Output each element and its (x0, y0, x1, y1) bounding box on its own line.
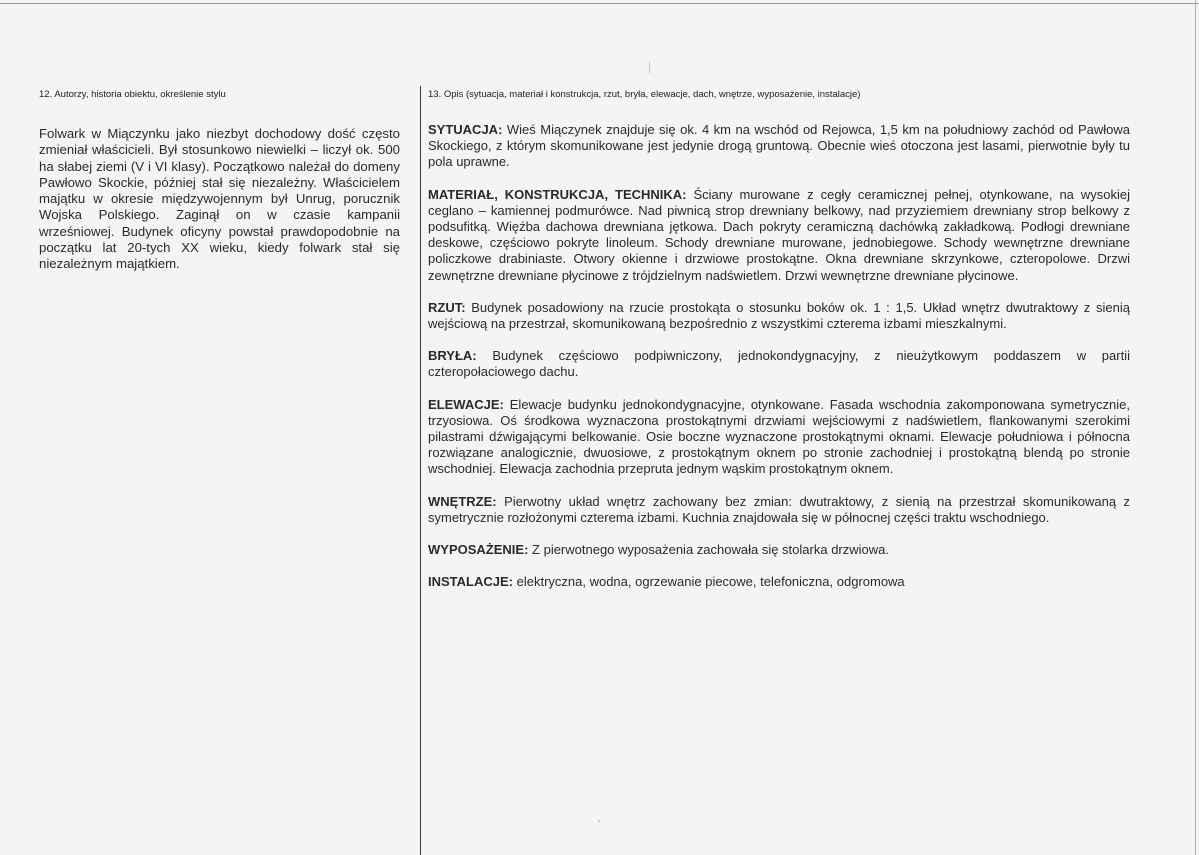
section-label: SYTUACJA: (428, 122, 503, 137)
section-text: Wieś Miączynek znajduje się ok. 4 km na wschód od Rejowca, 1,5 km na południowy zachód od Pawłowa Skockiego, z którym skomunikowane jest jedynie drogą gruntową. Obecnie wieś otoczona jest lasami, pierwotnie były tu pola uprawne. (428, 122, 1130, 170)
top-border-line (0, 3, 1199, 4)
section-instalacje (428, 574, 1130, 590)
section-text: elektryczna, wodna, ogrzewanie piecowe, telefoniczna, odgromowa (516, 574, 905, 590)
right-column-header: 13. Opis (sytuacja, materiał i konstrukcja, rzut, bryła, elewacje, dach, wnętrze, wyposażenie, instalacje) (428, 89, 861, 100)
left-column (39, 88, 400, 273)
section-text: Budynek posadowiony na rzucie prostokąta o stosunku boków ok. 1 : 1,5. Układ wnętrz dwutraktowy z sienią wejściową na przestrzał, skomunikowaną bezpośrednio z wszystkimi czterema izbami mieszkalnymi. (428, 299, 1130, 332)
section-label: MATERIAŁ, KONSTRUKCJA, TECHNIKA: (428, 186, 687, 202)
section-material (428, 187, 1130, 284)
section-wnetrze (428, 494, 1130, 526)
section-label: INSTALACJE: (428, 574, 513, 590)
section-text: Elewacje budynku jednokondygnacyjne, otynkowane. Fasada wschodnia zakomponowana symetrycznie, trzyosiowa. Oś środkowa wyznaczona prostokątnymi drzwiami wejściowymi z nadświetlem, flankowanymi szerokimi pilastrami dźwigającymi belkowanie. Osie boczne wyznaczone prostokątnymi oknami. Elewacje południowa i północna rozwiązane analogicznie, dwuosiowe, z prostokątnym oknem po stronie zachodniej i prostokątną blendą po stronie wschodniej. Elewacja zachodnia przepruta jednym wąskim prostokątnym oknem. (428, 396, 1130, 477)
section-text: Ściany murowane z cegły ceramicznej pełnej, otynkowane, na wysokiej ceglano – kamiennej podmurówce. Nad piwnicą strop drewniany belkowy, nad przyziemiem drewniany strop belkowy z podsufitką. Więźba dachowa drewniana jętkowa. Dach pokryty ceramiczną dachówką zakładkową. Podłogi drewniane deskowe, częściowo pokryte linoleum. Schody drewniane murowane, jednobiegowe. Schody wewnętrzne drewniane policzkowe drabiniaste. Otwory okienne i drzwiowe prostokątne. Okna drewniane skrzynkowe, czteropolowe. Drzwi zewnętrzne drewniane płycinowe z trójdzielnym nadświetlem. Drzwi wewnętrzne drewniane płycinowe. (428, 186, 1130, 283)
left-column-header: 12. Autorzy, historia obiektu, określenie stylu (39, 89, 226, 100)
section-text: Pierwotny układ wnętrz zachowany bez zmian: dwutraktowy, z sienią na przestrzał skomunikowaną z symetrycznie rozłożonymi czterema izbami. Kuchnia znajdowała się w północnej części traktu wschodniego. (428, 493, 1130, 525)
section-label: BRYŁA: (428, 348, 477, 364)
section-rzut (428, 300, 1130, 332)
right-column (428, 88, 1130, 606)
section-elewacje (428, 397, 1130, 478)
section-text: Budynek częściowo podpiwniczony, jednokondygnacyjny, z nieużytkowym poddaszem w partii czteropołaciowego dachu. (428, 348, 1130, 380)
section-label: WNĘTRZE: (428, 493, 497, 509)
scan-speck (598, 820, 600, 822)
section-wyposazenie (428, 542, 1130, 558)
section-sytuacja (428, 122, 1130, 171)
section-label: RZUT: (428, 299, 466, 315)
right-border-line (1195, 0, 1196, 855)
section-label: ELEWACJE: (428, 396, 504, 412)
column-divider (420, 86, 421, 855)
section-label: WYPOSAŻENIE: (428, 542, 529, 558)
section-bryla (428, 348, 1130, 380)
section-text: Z pierwotnego wyposażenia zachowała się stolarka drzwiowa. (532, 542, 889, 558)
scan-mark (649, 61, 650, 73)
history-text: Folwark w Miączynku jako niezbyt dochodowy dość często zmieniał właścicieli. Był stosunkowo niewielki – liczył ok. 500 ha słabej ziemi (V i VI klasy). Początkowo należał do domeny Pawłowo Skockie, później stał się niezależny. Właścicielem majątku w okresie międzywojennym był Unrug, porucznik Wojska Polskiego. Zaginął on w czasie kampanii wrześniowej. Budynek oficyny powstał prawdopodobnie na początku lat 20-tych XX wieku, kiedy folwark stał się niezależnym majątkiem. (39, 126, 400, 272)
